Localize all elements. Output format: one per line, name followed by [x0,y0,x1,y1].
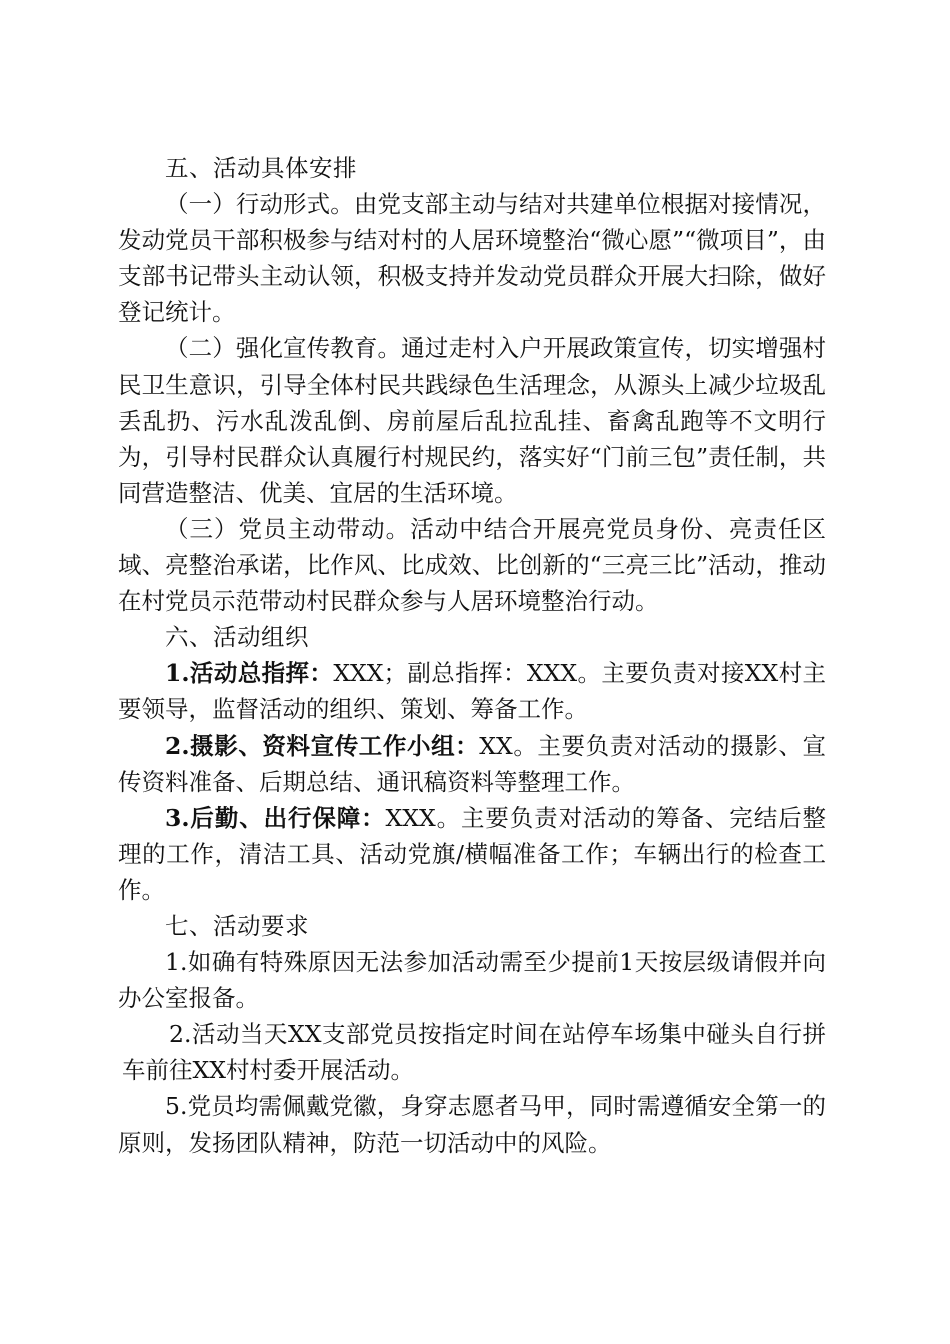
section-5-item-3 [118,511,826,619]
item-lead-bold: 1.活动总指挥： [165,659,334,688]
section-5-heading: 五、活动具体安排 [165,154,357,182]
item-lead-bold: 2.摄影、资料宣传工作小组： [165,731,480,760]
section-6-heading: 六、活动组织 [165,623,309,652]
item-text: XXX。主要负责对活动的筹备、完结后整理的工作，清洁工具、活动党旗/横幅准备工作；车辆出行的检查工作。 [118,803,826,904]
item-lead-bold: 3.后勤、出行保障： [165,803,386,832]
item-text: XXX；副总指挥：XXX。主要负责对接XX村主要领导，监督活动的组织、策划、筹备工作。 [118,659,826,724]
item-lead: （三）党员主动带动。 [165,514,411,543]
item-text: XX。主要负责对活动的摄影、宣传资料准备、后期总结、通讯稿资料等整理工作。 [118,731,826,796]
section-7-item-2: 2.活动当天XX支部党员按指定时间在站停车场集中碰头自行拼车前往XX村村委开展活动。 [122,1020,826,1085]
section-6-item-2 [118,728,826,800]
section-5-item-1 [118,186,826,330]
item-lead: （二）强化宣传教育。 [165,334,402,363]
item-text: 通过走村入户开展政策宣传，切实增强村民卫生意识，引导全体村民共践绿色生活理念，从源头上减少垃圾乱丢乱扔、污水乱泼乱倒、房前屋后乱拉乱挂、畜禽乱跑等不文明行为，引导村民群众认真履行村规民约，落实好“门前三包”责任制，共同营造整洁、优美、宜居的生活环境。 [118,334,827,507]
section-6-item-3 [118,800,826,908]
section-6-item-1 [118,655,826,727]
section-7-item-1: 1.如确有特殊原因无法参加活动需至少提前1天按层级请假并向办公室报备。 [118,948,826,1013]
item-text: 活动中结合开展亮党员身份、亮责任区域、亮整治承诺，比作风、比成效、比创新的“三亮三比”活动，推动在村党员示范带动村民群众参与人居环境整治行动。 [118,514,827,616]
section-5-item-2 [118,330,826,510]
item-text: 由党支部主动与结对共建单位根据对接情况，发动党员干部积极参与结对村的人居环境整治“微心愿”“微项目”，由支部书记带头主动认领，积极支持并发动党员群众开展大扫除，做好登记统计。 [118,190,827,327]
item-lead: （一）行动形式。 [165,190,354,219]
section-7-item-3: 5.党员均需佩戴党徽，身穿志愿者马甲，同时需遵循安全第一的原则，发扬团队精神，防范一切活动中的风险。 [118,1092,826,1157]
section-7-heading: 七、活动要求 [165,911,309,940]
